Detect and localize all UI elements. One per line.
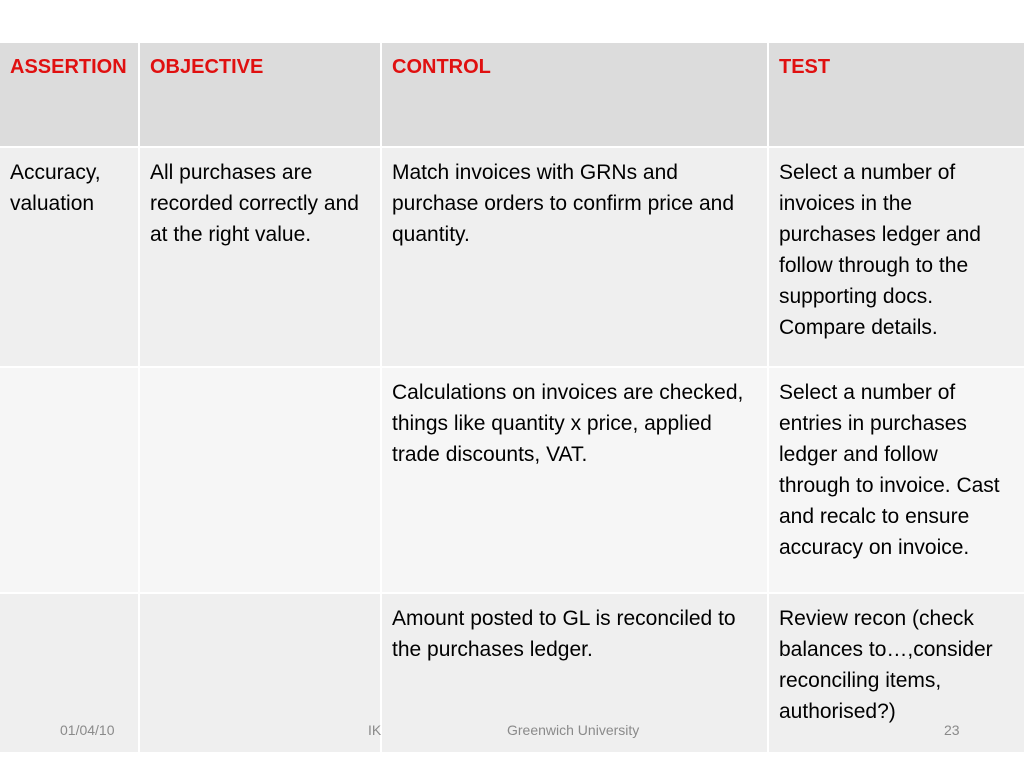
header-control: CONTROL — [381, 43, 768, 147]
header-objective: OBJECTIVE — [139, 43, 381, 147]
cell-assertion — [0, 367, 139, 593]
footer-initials: IK — [368, 722, 382, 738]
table-header-row — [0, 43, 1024, 147]
footer-page-number: 23 — [944, 722, 960, 738]
header-test: TEST — [768, 43, 1024, 147]
cell-control: Match invoices with GRNs and purchase orders to confirm price and quantity. — [381, 147, 768, 367]
cell-test: Select a number of invoices in the purchases ledger and follow through to the supporting docs. Compare details. — [768, 147, 1024, 367]
footer-institution: Greenwich University — [507, 722, 640, 738]
footer-date: 01/04/10 — [60, 722, 115, 738]
table-row — [0, 367, 1024, 593]
cell-control: Amount posted to GL is reconciled to the purchases ledger. — [381, 593, 768, 753]
cell-assertion: Accuracy, valuation — [0, 147, 139, 367]
cell-test: Review recon (check balances to…,consider reconciling items, authorised?) — [768, 593, 1024, 753]
table-row — [0, 147, 1024, 367]
cell-objective — [139, 367, 381, 593]
audit-table — [0, 43, 1024, 754]
cell-control: Calculations on invoices are checked, things like quantity x price, applied trade discounts, VAT. — [381, 367, 768, 593]
header-assertion: ASSERTION — [0, 43, 139, 147]
cell-objective: All purchases are recorded correctly and at the right value. — [139, 147, 381, 367]
cell-test: Select a number of entries in purchases ledger and follow through to invoice. Cast and recalc to ensure accuracy on invoice. — [768, 367, 1024, 593]
slide-footer — [0, 722, 1024, 744]
